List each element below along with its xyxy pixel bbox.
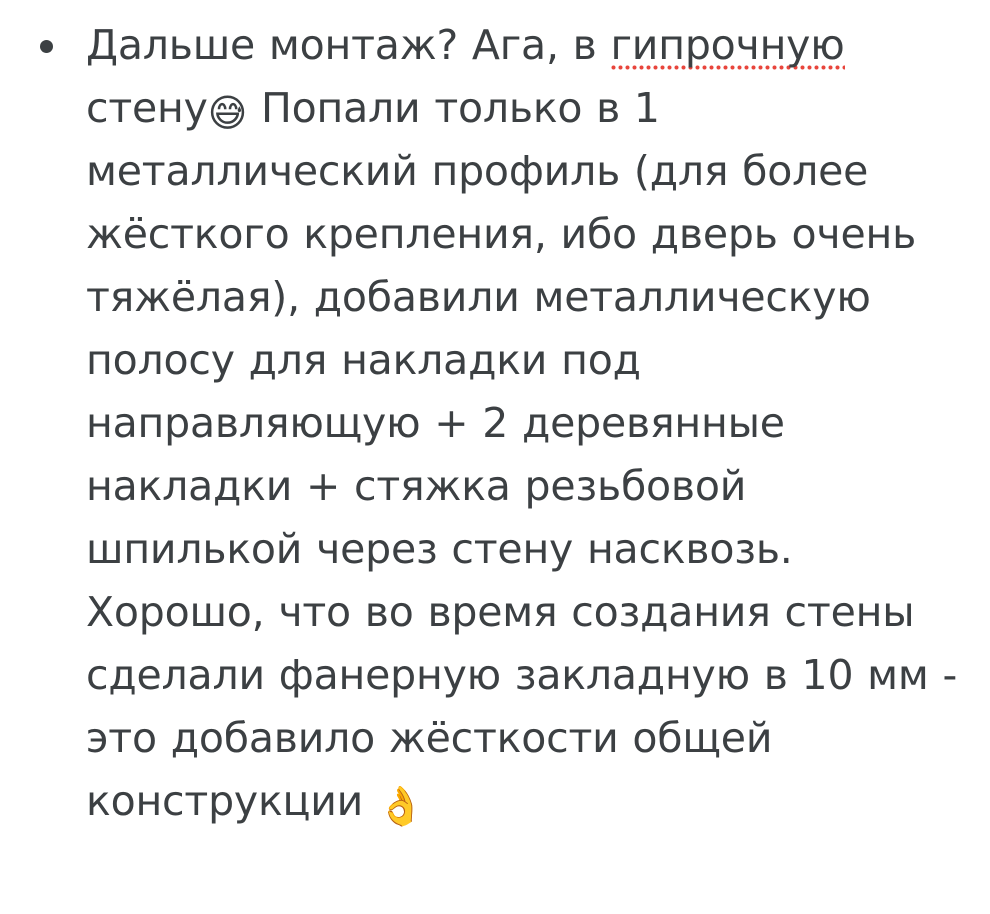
text-run-3: Попали только в 1 металлический профиль (для более жёсткого крепления, ибо дверь очень тяжёлая), добавили металлическую полосу для накладки под направляющую + 2 деревянные накладки + стяжка резьбовой шпилькой через стену насквозь. Хорошо, что во время создания стены сделали фанерную закладную в 10 мм - это добавило жёсткости общей конструкции [86, 84, 958, 825]
text-run-1: Дальше монтаж? Ага, в [86, 21, 611, 69]
bullet-list [18, 14, 972, 833]
misspelled-word[interactable]: гипрочную [610, 21, 844, 72]
paragraph-text [86, 14, 972, 833]
bullet-point-icon [40, 40, 53, 53]
ok-hand-emoji: 👌 [376, 784, 425, 828]
text-run-2: стену [86, 84, 208, 132]
list-item [18, 14, 972, 833]
grinning-face-with-sweat-emoji: 😅 [207, 91, 248, 135]
